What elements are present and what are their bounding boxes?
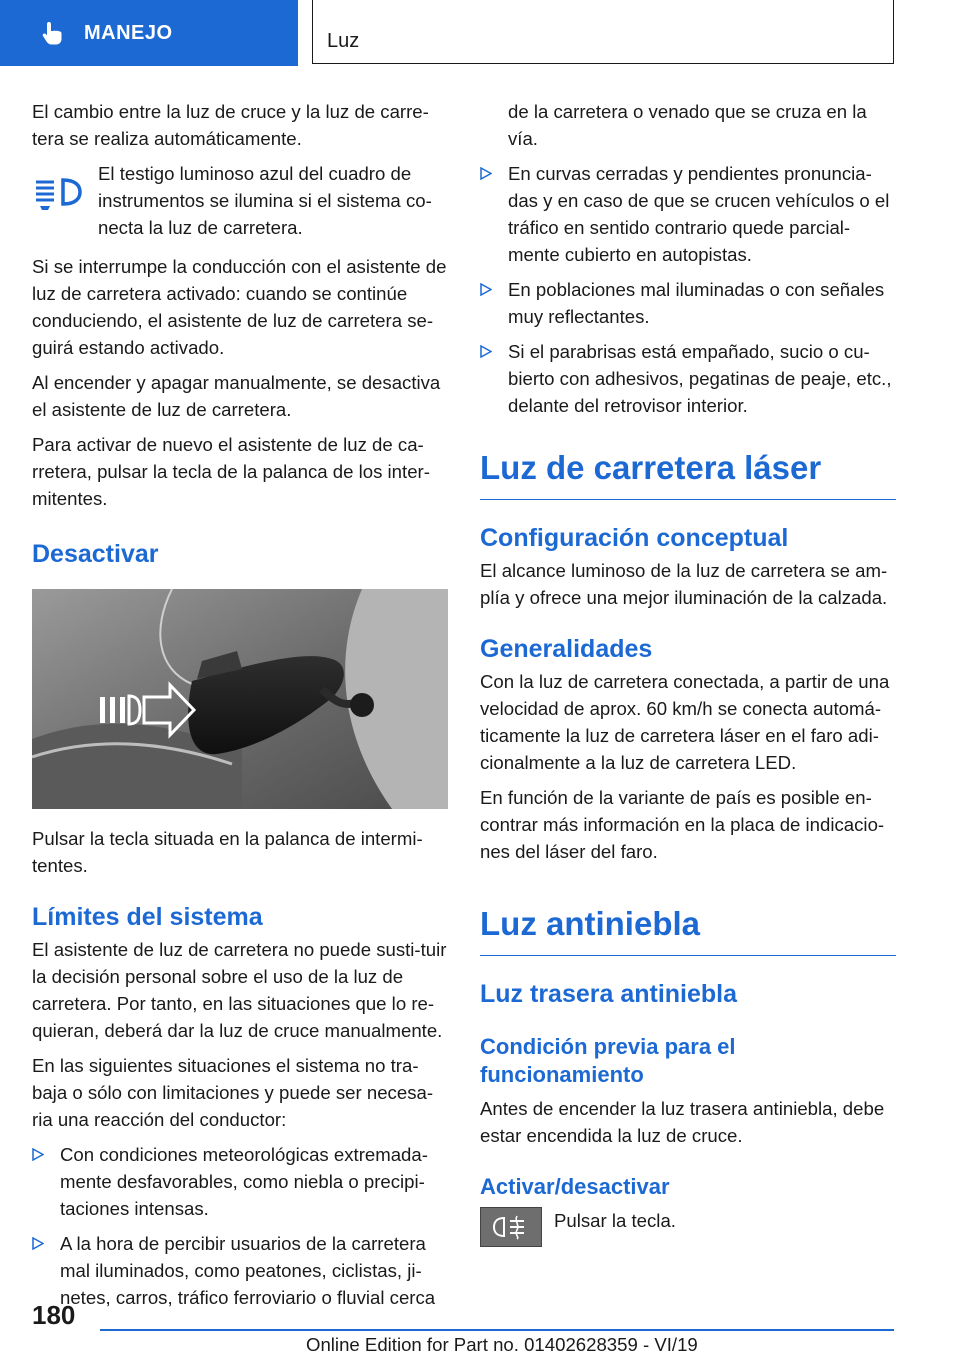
concept-paragraph: El alcance luminoso de la luz de carretera se am-plía y ofrece una mejor iluminación de la calzada. [480,560,888,608]
section-tab [0,0,298,66]
list-item: Si el parabrisas está empañado, sucio o cu-bierto con adhesivos, pegatinas de peaje, etc., delante del retrovisor interior. [480,338,896,419]
reactivate-paragraph: Para activar de nuevo el asistente de luz de ca-rretera, pulsar la tecla de la palanca de los inter-mitentes. [32,434,430,509]
heading-laser-high-beam: Luz de carretera láser [480,449,896,500]
list-item: Con condiciones meteorológicas extremada-mente desfavorables, como niebla o precipi-taciones intensas. [32,1141,448,1222]
limits-paragraph-2: En las siguientes situaciones el sistema no tra-baja o sólo con limitaciones y puede ser necesa-ria una reacción del conductor: [32,1055,434,1130]
limits-paragraph-1: El asistente de luz de carretera no puede susti-tuir la decisión personal sobre el uso de la luz de carretera. Por tanto, en las situaciones que lo re-quieran, deberá dar la luz de cruce manualmente. [32,939,447,1041]
heading-concept: Configuración conceptual [480,524,789,552]
general-paragraph-1: Con la luz de carretera conectada, a partir de una velocidad de aprox. 60 km/h se conecta automá-ticamente la luz de carretera láser en el faro adi-cionalmente a la luz de carretera LED. [480,671,890,773]
heading-toggle: Activar/desactivar [480,1174,670,1199]
footer-divider [100,1329,894,1331]
chapter-title: Luz [327,30,360,52]
limits-list-right [480,160,896,419]
list-item: A la hora de percibir usuarios de la carretera mal iluminados, como peatones, ciclistas, ji-netes, carros, tráfico ferroviario o fluvial cerca [32,1230,448,1311]
triangle-bullet-icon [32,1237,44,1250]
intro-paragraph: El cambio entre la luz de cruce y la luz de carre-tera se realiza automáticamente. [32,101,429,149]
manual-paragraph: Al encender y apagar manualmente, se desactiva el asistente de luz de carretera. [32,372,441,420]
page-header [0,0,960,66]
heading-system-limits: Límites del sistema [32,903,263,931]
continuation-paragraph: de la carretera o venado que se cruza en la vía. [508,101,867,149]
toggle-paragraph: Pulsar la tecla. [554,1210,676,1231]
indicator-text: El testigo luminoso azul del cuadro de instrumentos se ilumina si el sistema co-necta la luz de carretera. [98,163,432,238]
interrupt-paragraph: Si se interrumpe la conducción con el asistente de luz de carretera activado: cuando se continúe conduciendo, el asistente de luz de carretera se-guirá estando activado. [32,256,447,358]
right-column [480,98,896,1247]
chapter-box [312,0,894,64]
heading-deactivate: Desactivar [32,540,159,568]
triangle-bullet-icon [480,345,492,358]
triangle-bullet-icon [480,283,492,296]
left-column [32,98,448,1319]
section-label: MANEJO [84,21,173,44]
heading-fog-light: Luz antiniebla [480,905,896,956]
edition-note: Online Edition for Part no. 01402628359 - VI/19 [306,1334,698,1355]
triangle-bullet-icon [480,167,492,180]
page-number: 180 [32,1300,76,1330]
list-item: En curvas cerradas y pendientes pronuncia-das y en caso de que se crucen vehículos o el tráfico en sentido contrario quede parcial-mente cubierto en autopistas. [480,160,896,268]
high-beam-assistant-icon [32,172,82,212]
limits-list-left [32,1141,448,1311]
precondition-paragraph: Antes de encender la luz trasera antiniebla, debe estar encendida la luz de cruce. [480,1098,885,1146]
turn-signal-lever-image [32,589,448,809]
heading-general: Generalidades [480,635,653,663]
heading-precondition: Condición previa para el funcionamiento [480,1034,736,1087]
heading-rear-fog-light: Luz trasera antiniebla [480,980,738,1008]
general-paragraph-2: En función de la variante de país es posible en-contrar más información en la placa de indicacio-nes del láser del faro. [480,787,885,862]
press-paragraph: Pulsar la tecla situada en la palanca de intermi-tentes. [32,828,423,876]
rear-fog-light-button-icon [480,1207,542,1247]
indicator-note [32,160,448,241]
triangle-bullet-icon [32,1148,44,1161]
hand-pointer-icon [40,20,66,46]
list-item: En poblaciones mal iluminadas o con señales muy reflectantes. [480,276,896,330]
toggle-row [480,1207,896,1247]
